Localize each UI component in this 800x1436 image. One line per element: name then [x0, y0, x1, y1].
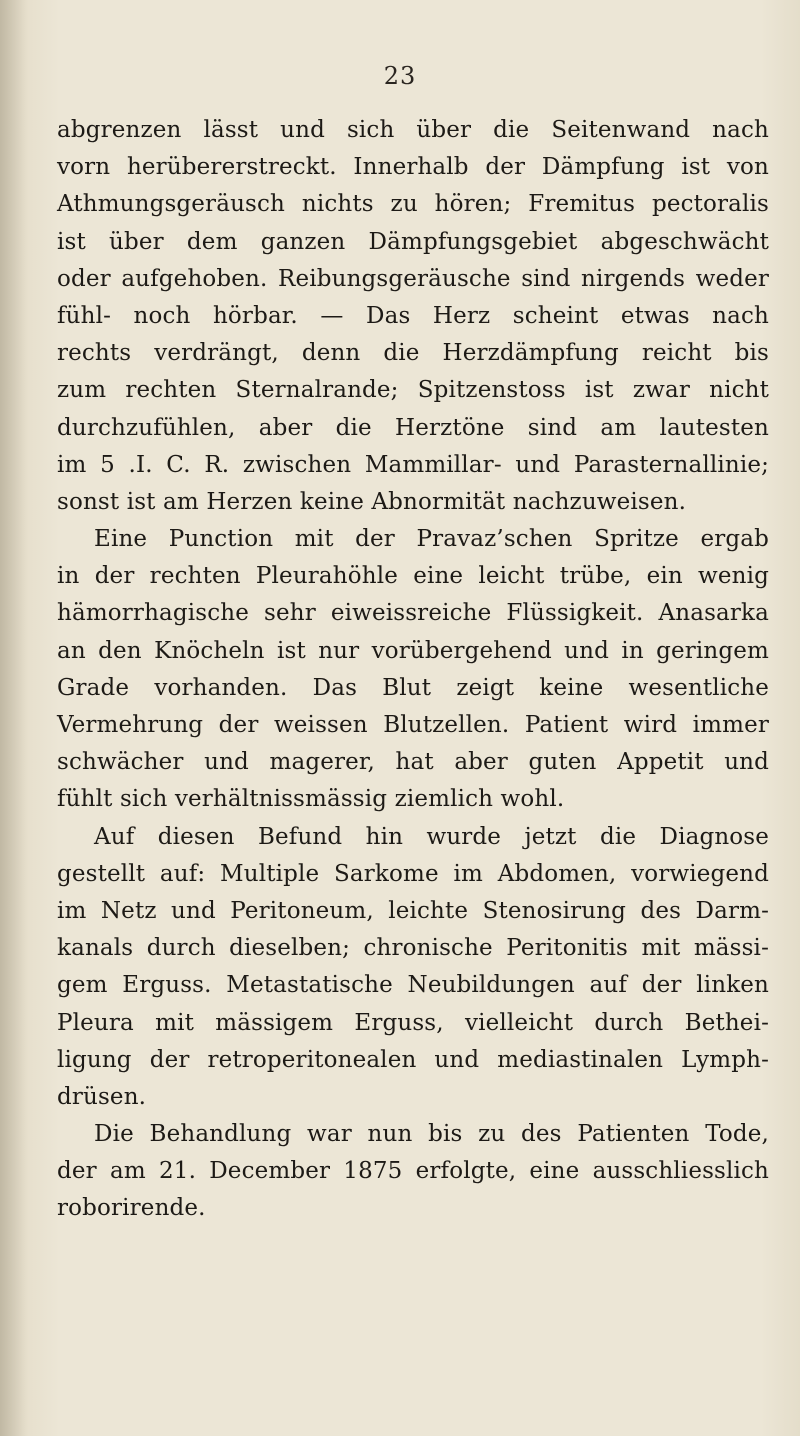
text-line: Vermehrung der weissen Blutzellen. Patient wird immer	[57, 712, 769, 738]
text-line: Pleura mit mässigem Erguss, vielleicht durch Bethei-	[57, 1009, 769, 1036]
text-line: rechts verdrängt, denn die Herzdämpfung reicht bis	[57, 340, 769, 367]
page-number: 23	[383, 62, 417, 90]
text-line: fühl- noch hörbar. — Das Herz scheint etwas nach	[57, 302, 769, 329]
text-line: im Netz und Peritoneum, leichte Stenosirung des Darm-	[57, 897, 769, 924]
text-line: an den Knöcheln ist nur vorübergehend und in geringem	[57, 637, 769, 664]
paragraph-start-line: Auf diesen Befund hin wurde jetzt die Diagnose	[94, 823, 769, 850]
text-line: durchzufühlen, aber die Herztöne sind am lautesten	[57, 414, 769, 441]
text-line: oder aufgehoben. Reibungsgeräusche sind nirgends weder	[57, 265, 769, 292]
text-line: Grade vorhanden. Das Blut zeigt keine wesentliche	[57, 674, 769, 701]
text-line: im 5 .I. C. R. zwischen Mammillar- und Parasternallinie;	[57, 451, 769, 478]
text-line: ligung der retroperitonealen und mediastinalen Lymph-	[57, 1046, 769, 1073]
text-line: der am 21. December 1875 erfolgte, eine ausschliesslich	[57, 1158, 769, 1185]
body-text	[57, 112, 769, 1228]
text-line: schwächer und magerer, hat aber guten Appetit und	[57, 749, 769, 776]
text-line: kanals durch dieselben; chronische Peritonitis mit mässi-	[57, 935, 769, 962]
text-line: gestellt auf: Multiple Sarkome im Abdomen, vorwiegend	[57, 860, 769, 887]
text-line: ist über dem ganzen Dämpfungsgebiet abgeschwächt	[57, 228, 769, 255]
text-line: sonst ist am Herzen keine Abnormität nachzuweisen.	[57, 488, 687, 515]
page-edge-shadow	[0, 0, 28, 1436]
text-line: zum rechten Sternalrande; Spitzenstoss ist zwar nicht	[57, 377, 769, 404]
text-line: vorn herübererstreckt. Innerhalb der Dämpfung ist von	[57, 154, 769, 181]
text-line: hämorrhagische sehr eiweissreiche Flüssigkeit. Anasarka	[57, 600, 769, 627]
text-line: roborirende.	[57, 1195, 206, 1222]
paragraph-start-line: Die Behandlung war nun bis zu des Patienten Tode,	[94, 1121, 769, 1148]
text-line: drüsen.	[57, 1083, 147, 1110]
text-line: gem Erguss. Metastatische Neubildungen auf der linken	[57, 972, 769, 999]
text-line: Athmungsgeräusch nichts zu hören; Fremitus pectoralis	[57, 191, 769, 218]
text-line: fühlt sich verhältnissmässig ziemlich wohl.	[57, 786, 565, 813]
text-line: in der rechten Pleurahöhle eine leicht trübe, ein wenig	[57, 563, 769, 590]
text-line: abgrenzen lässt und sich über die Seitenwand nach	[57, 117, 769, 143]
paragraph-start-line: Eine Punction mit der Pravaz’schen Spritze ergab	[94, 526, 769, 553]
